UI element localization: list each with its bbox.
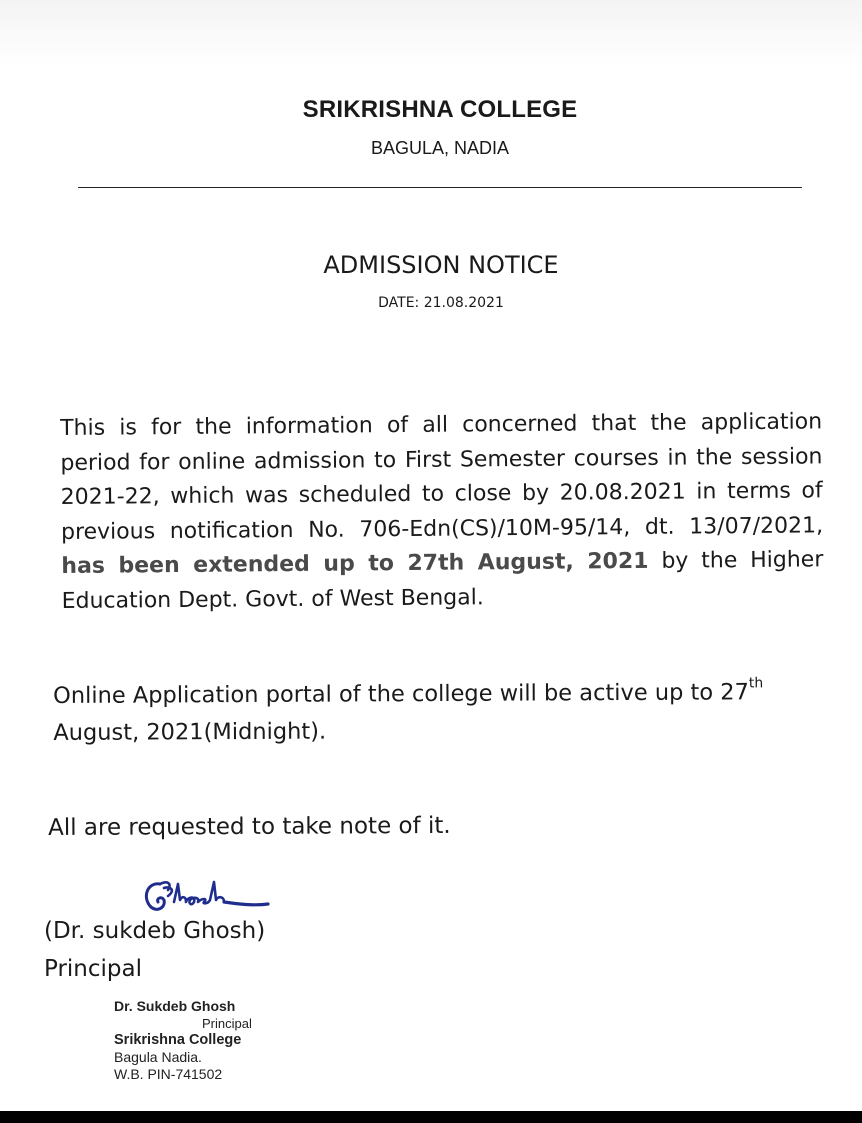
handwritten-signature xyxy=(138,870,278,922)
signatory-title: Principal xyxy=(44,956,143,982)
stamp-pin: W.B. PIN-741502 xyxy=(114,1066,223,1082)
paragraph-text: by the Higher Education Dept. Govt. of West Bengal. xyxy=(61,547,824,614)
notice-paragraph-portal xyxy=(53,673,843,751)
official-stamp xyxy=(114,998,294,1083)
stamp-place: Bagula Nadia. xyxy=(114,1049,202,1065)
stamp-college: Srikrishna College xyxy=(114,1032,242,1048)
ordinal-suffix: th xyxy=(748,674,764,691)
stamp-role: Principal xyxy=(202,1016,252,1031)
paragraph-text: August, 2021(Midnight). xyxy=(53,718,327,746)
college-name: SRIKRISHNA COLLEGE xyxy=(302,96,578,123)
notice-title: ADMISSION NOTICE xyxy=(323,251,559,279)
notice-date: DATE: 21.08.2021 xyxy=(378,295,504,311)
signatory-name: (Dr. sukdeb Ghosh) xyxy=(44,918,266,944)
stamp-name: Dr. Sukdeb Ghosh xyxy=(114,998,236,1014)
paragraph-text: Online Application portal of the college will be active up to 27 xyxy=(53,678,749,709)
notice-paragraph-extension xyxy=(60,405,824,619)
paragraph-text: This is for the information of all concerned that the application period for online admission to First Semester courses in the session 2021-22, which was scheduled to close by 20.08.2021 in terms of previous notification No. 706-Edn(CS)/10M-95/14, dt. 13/07/2021, xyxy=(60,409,824,545)
notice-paragraph-closing: All are requested to take note of it. xyxy=(48,812,451,841)
header-divider xyxy=(78,187,802,188)
bottom-edge-bar xyxy=(0,1111,862,1123)
extension-highlight: has been extended up to 27th August, 2021 xyxy=(61,548,649,579)
college-location: BAGULA, NADIA xyxy=(370,138,510,158)
